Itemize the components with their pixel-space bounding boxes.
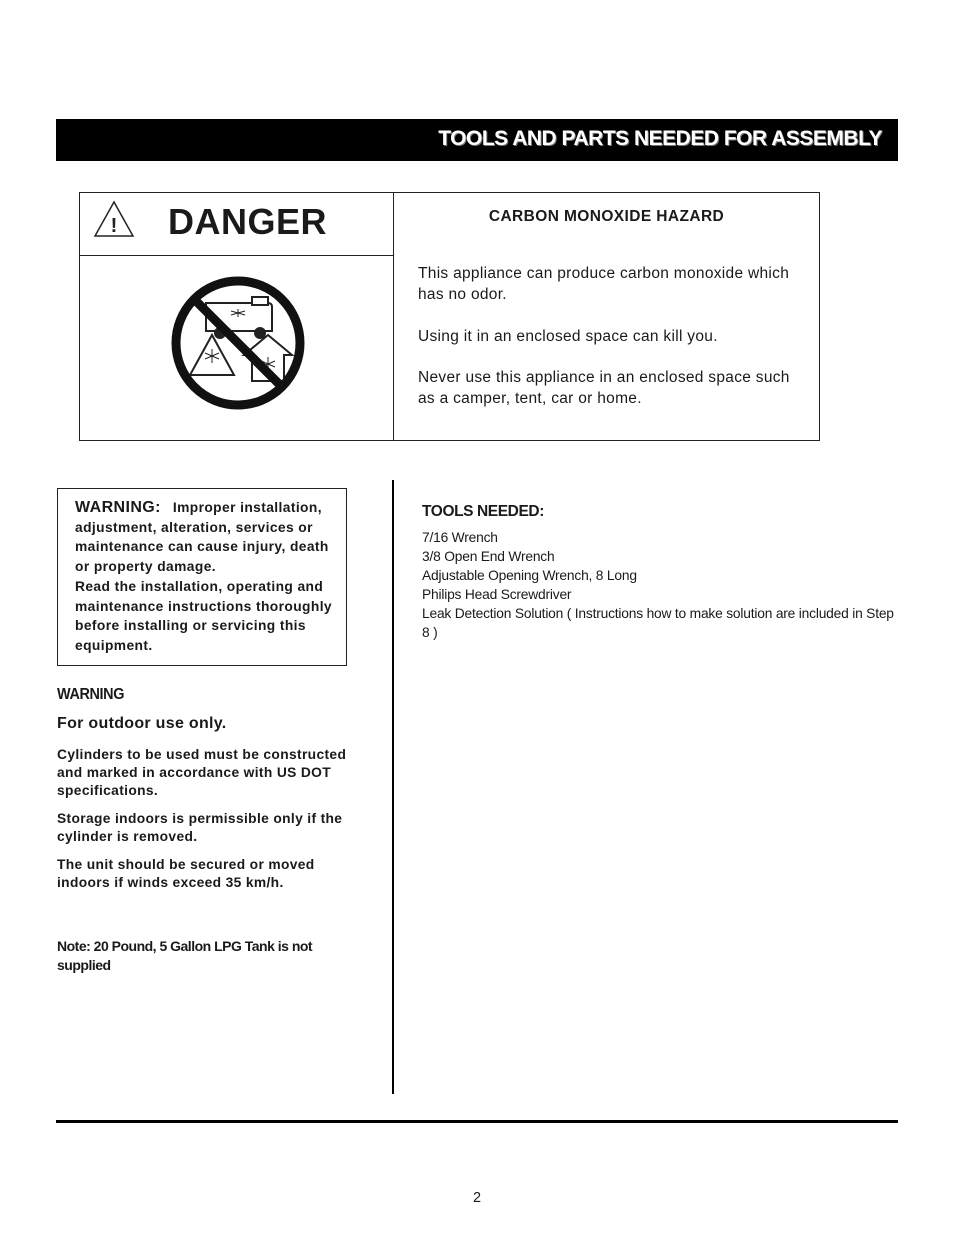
section-header-bar	[56, 119, 898, 161]
hazard-text: Using it in an enclosed space can kill you.	[418, 328, 718, 345]
page-number: 2	[472, 1190, 482, 1206]
column-divider	[392, 480, 394, 1094]
tool-item: Leak Detection Solution ( Instructions how to make solution are included in Step 8 )	[422, 606, 894, 640]
section-title: TOOLS AND PARTS NEEDED FOR ASSEMBLY	[438, 127, 882, 150]
installation-warning-box	[57, 488, 347, 666]
warning-lead: WARNING:	[75, 499, 161, 516]
tool-item: Adjustable Opening Wrench, 8 Long	[422, 568, 637, 583]
warning-text: Read the installation, operating and maintenance instructions thoroughly before installing or servicing this equipment.	[75, 578, 333, 653]
svg-text:!: !	[110, 215, 118, 237]
hazard-text: This appliance can produce carbon monoxide which has no odor.	[418, 265, 790, 303]
danger-label: DANGER	[168, 201, 328, 242]
tools-title: TOOLS NEEDED:	[422, 503, 544, 520]
outdoor-warning-text: Storage indoors is permissible only if the cylinder is removed.	[57, 811, 343, 844]
hazard-title: CARBON MONOXIDE HAZARD	[488, 208, 725, 225]
tool-item: Philips Head Screwdriver	[422, 587, 572, 602]
tank-note: Note: 20 Pound, 5 Gallon LPG Tank is not supplied	[57, 938, 313, 973]
outdoor-warning-text: The unit should be secured or moved indoors if winds exceed 35 km/h.	[57, 857, 315, 890]
danger-panel	[79, 192, 820, 441]
tools-section	[422, 503, 902, 642]
no-enclosed-space-icon	[168, 273, 308, 413]
tool-item: 7/16 Wrench	[422, 530, 498, 545]
tools-list	[422, 528, 902, 642]
footer-rule	[56, 1120, 898, 1123]
warning-text: Improper installation, adjustment, alteration, services or maintenance can cause injury, death or property damage.	[75, 500, 329, 575]
outdoor-warning-title: WARNING	[57, 686, 125, 703]
danger-header	[80, 193, 393, 256]
outdoor-warning-text: Cylinders to be used must be constructed and marked in accordance with US DOT specifications.	[57, 747, 347, 798]
hazard-text: Never use this appliance in an enclosed space such as a camper, tent, car or home.	[418, 369, 790, 407]
danger-left-cell	[80, 193, 394, 440]
warning-triangle-icon	[92, 199, 136, 239]
tool-item: 3/8 Open End Wrench	[422, 549, 555, 564]
danger-right-cell	[394, 193, 819, 440]
outdoor-warning-subtitle: For outdoor use only.	[57, 715, 227, 732]
